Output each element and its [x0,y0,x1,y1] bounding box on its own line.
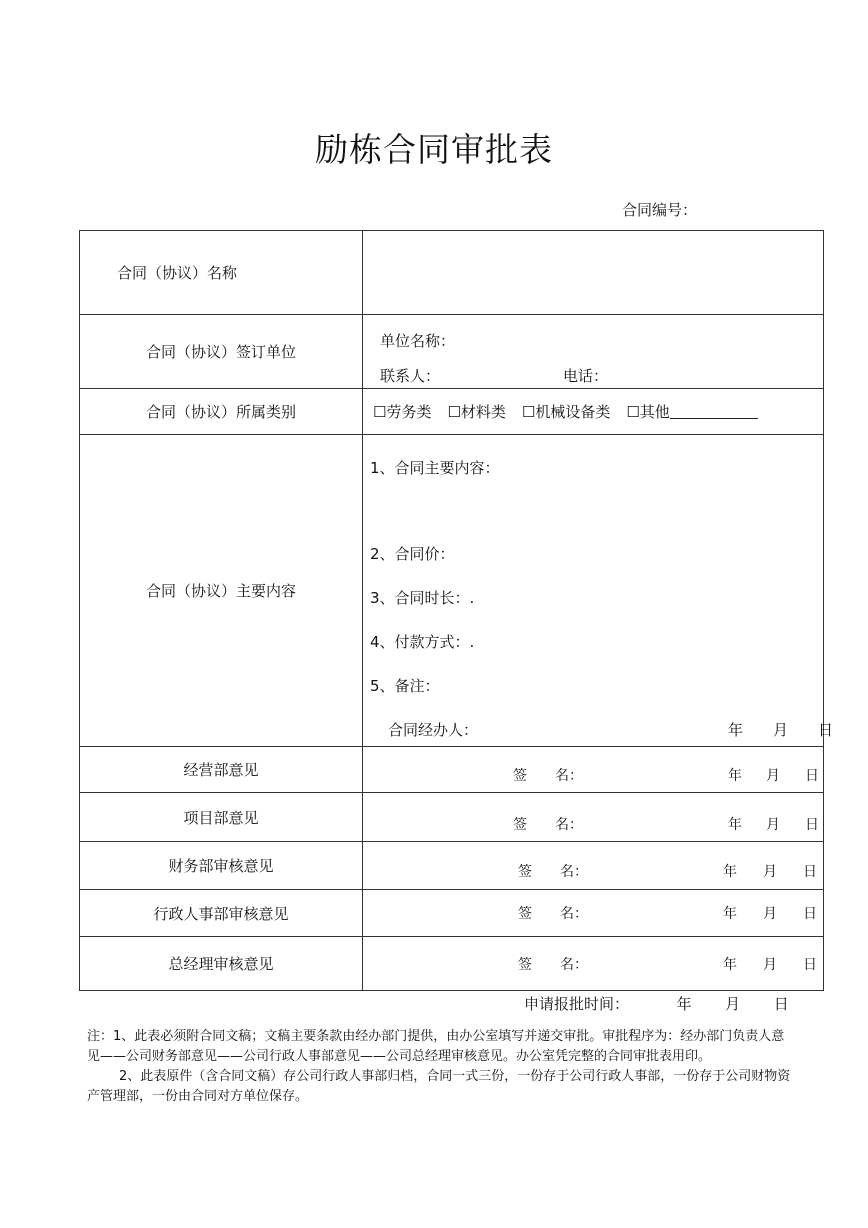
signing-party-field[interactable] [363,315,824,389]
date-year: 年 [723,906,737,922]
date-month: 月 [766,768,780,784]
row-category [80,389,824,435]
date-day: 日 [803,957,817,973]
content-item-5: 5、备注： [370,677,440,695]
row-approval-project [80,793,824,842]
apply-time-year: 年 [676,995,692,1013]
date-month: 月 [763,864,777,880]
other-blank-line[interactable] [670,403,758,419]
checkbox-machinery[interactable]: ☐机械设备类 [521,403,611,421]
apply-time-month: 月 [725,995,741,1013]
approval-label-business: 经营部意见 [80,747,363,793]
notes-section [87,1027,792,1107]
date-month: 月 [763,957,777,973]
date-day: 日 [803,906,817,922]
main-content-field[interactable] [363,435,834,747]
row-approval-gm [80,937,824,991]
apply-time-day: 日 [773,995,789,1013]
note-2: 2、此表原件（含合同文稿）存公司行政人事部归档，合同一式三份，一份存于公司行政人事部，一份存于公司财物资产管理部，一份由合同对方单位保存。 [87,1069,791,1104]
approval-label-project: 项目部意见 [80,793,363,842]
contact-label: 联系人： [380,367,441,385]
approval-form-table [79,230,834,991]
checkbox-materials[interactable]: ☐材料类 [447,403,506,421]
contract-name-label: 合同（协议）名称 [80,231,363,315]
handler-month: 月 [773,721,789,739]
date-day: 日 [805,768,819,784]
approval-field-gm[interactable] [363,937,824,991]
signature-label: 签 名： [513,768,583,784]
row-main-content [80,435,824,747]
row-approval-hr [80,890,824,937]
content-item-1: 1、合同主要内容： [370,459,500,477]
approval-field-hr[interactable] [363,890,824,937]
row-signing-party [80,315,824,389]
contract-name-field[interactable] [363,231,824,315]
approval-label-finance: 财务部审核意见 [80,842,363,890]
handler-day: 日 [818,721,834,739]
checkbox-labor[interactable]: ☐劳务类 [373,403,432,421]
row-approval-finance [80,842,824,890]
category-field [363,389,824,435]
apply-time-line [524,993,789,1014]
approval-label-hr: 行政人事部审核意见 [80,890,363,937]
phone-label: 电话： [563,367,609,385]
date-month: 月 [766,817,780,833]
form-title: 励栋合同审批表 [315,130,553,169]
approval-field-project[interactable] [363,793,824,842]
row-approval-business [80,747,824,793]
date-day: 日 [803,864,817,880]
date-year: 年 [728,817,742,833]
signature-label: 签 名： [518,864,588,880]
handler-label: 合同经办人： [388,721,479,739]
date-day: 日 [805,817,819,833]
date-month: 月 [763,906,777,922]
signature-label: 签 名： [518,957,588,973]
unit-name-label: 单位名称： [380,332,456,350]
approval-field-business[interactable] [363,747,824,793]
note-1: 注：1、此表必须附合同文稿；文稿主要条款由经办部门提供，由办公室填写并递交审批。审批程序为：经办部门负责人意见——公司财务部意见——公司行政人事部意见——公司总经理审核意见。办公室凭完整的合同审批表用印。 [87,1029,785,1064]
content-item-2: 2、合同价： [370,545,455,563]
apply-time-label: 申请报批时间： [524,995,630,1013]
checkbox-other[interactable]: ☐其他 [626,403,670,421]
contract-number-label: 合同编号： [622,201,698,219]
date-year: 年 [723,864,737,880]
content-item-3: 3、合同时长：. [370,589,475,607]
approval-field-finance[interactable] [363,842,824,890]
date-year: 年 [728,768,742,784]
date-year: 年 [723,957,737,973]
category-label: 合同（协议）所属类别 [80,389,363,435]
signature-label: 签 名： [518,906,588,922]
approval-label-gm: 总经理审核意见 [80,937,363,991]
main-content-label: 合同（协议）主要内容 [80,435,363,747]
handler-year: 年 [728,721,744,739]
signing-party-label: 合同（协议）签订单位 [80,315,363,389]
row-contract-name [80,231,824,315]
signature-label: 签 名： [513,817,583,833]
content-item-4: 4、付款方式：. [370,633,475,651]
